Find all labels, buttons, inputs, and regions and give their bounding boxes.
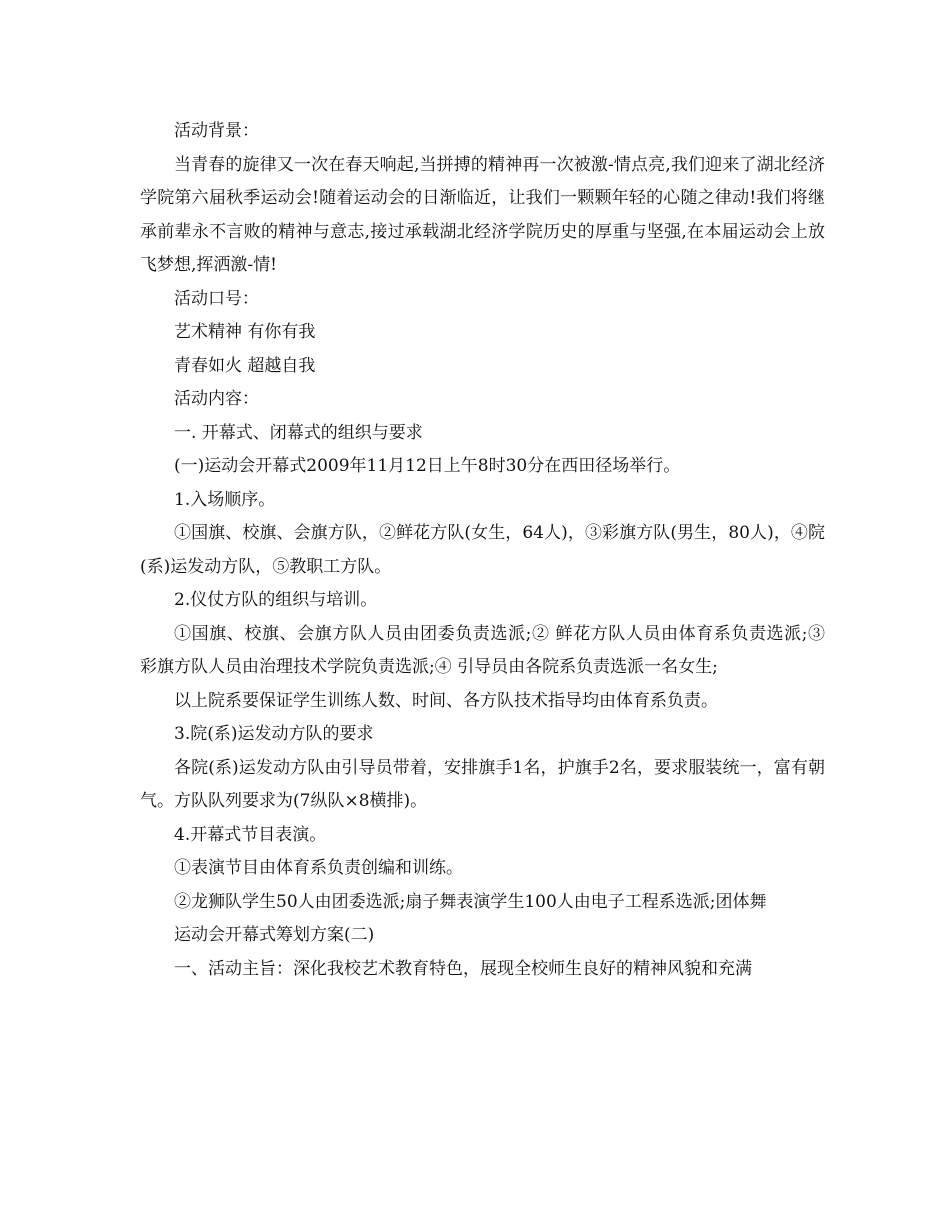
item-performance: 4.开幕式节目表演。: [174, 824, 327, 845]
heading-content: 活动内容：: [174, 389, 259, 409]
item-athlete-team: 3.院(系)运发动方队的要求: [174, 724, 374, 744]
paragraph-athlete-team: 各院(系)运发动方队由引导员带着，安排旗手1名，护旗手2名，要求服装统一，富有朝气。方队队列要求为(7纵队×8横排)。: [140, 757, 825, 811]
plan-two-title: 运动会开幕式筹划方案(二): [174, 925, 375, 945]
paragraph-performance-2: ②龙狮队学生50人由团委选派;扇子舞表演学生100人由电子工程系选派;团体舞: [174, 891, 767, 912]
paragraph-honor-guard: ①国旗、校旗、会旗方队人员由团委负责选派;② 鲜花方队人员由体育系负责选派;③ 彩旗方队人员由治理技术学院负责选派;④ 引导员由各院系负责选派一名女生;: [140, 623, 825, 677]
slogan-line-2: 青春如火 超越自我: [174, 355, 316, 376]
heading-background: 活动背景：: [174, 121, 259, 141]
plan-two-purpose: 一、活动主旨：深化我校艺术教育特色，展现全校师生良好的精神风貌和充满: [174, 958, 752, 979]
paragraph-performance-1: ①表演节目由体育系负责创编和训练。: [174, 858, 463, 878]
heading-slogan: 活动口号：: [174, 288, 259, 309]
section-heading-1: 一. 开幕式、闭幕式的组织与要求: [174, 422, 423, 443]
paragraph-background-text: 当青春的旋律又一次在春天响起,当拼搏的精神再一次被激-情点亮,我们迎来了湖北经济学院第六届秋季运动会!随着运动会的日渐临近，让我们一颗颗年轻的心随之律动!我们将继承前辈永不言败的精神与意志,接过承载湖北经济学院历史的厚重与坚强,在本届运动会上放飞梦想,挥洒激-情!: [140, 154, 825, 275]
paragraph-training-note: 以上院系要保证学生训练人数、时间、各方队技术指导均由体育系负责。: [174, 690, 718, 711]
subsection-opening: (一)运动会开幕式2009年11月12日上午8时30分在西田径场举行。: [174, 456, 681, 476]
item-honor-guard: 2.仪仗方队的组织与培训。: [174, 590, 378, 610]
paragraph-entry-order: ①国旗、校旗、会旗方队，②鲜花方队(女生，64人)，③彩旗方队(男生，80人)，④院(系)运发动方队，⑤教职工方队。: [140, 523, 825, 577]
item-entry-order: 1.入场顺序。: [174, 489, 276, 510]
slogan-line-1: 艺术精神 有你有我: [174, 322, 316, 342]
document-body: [140, 115, 825, 986]
